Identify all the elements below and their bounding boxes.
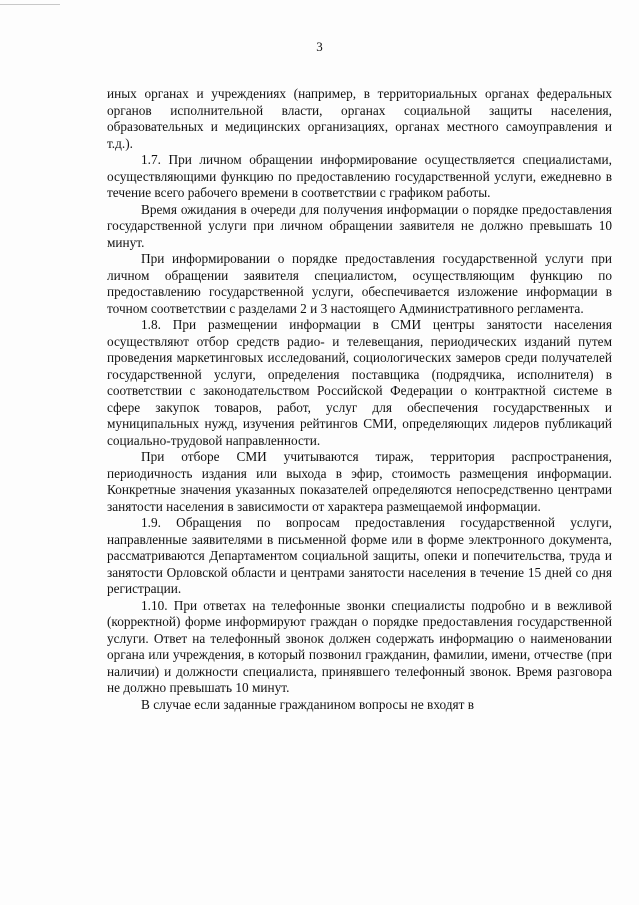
paragraph-1-7: 1.7. При личном обращении информирование осуществляется специалистами, осуществляющими функцию по предоставлению государственной услуги, ежедневно в течение всего рабочего времени в соответствии с графиком работы. — [107, 152, 612, 200]
paragraph-1-8: 1.8. При размещении информации в СМИ центры занятости населения осуществляют отбор средств радио- и телевещания, периодических изданий путем проведения маркетинговых исследований, социологических замеров среди получателей государственной услуги, определения поставщика (подрядчика, исполнителя) в соответствии с законодательством Российской Федерации о контрактной системе в сфере закупок товаров, работ, услуг для обеспечения государственных и муниципальных нужд, изучения рейтингов СМИ, определяющих лидеров публикаций социально-трудовой направленности. — [107, 317, 612, 448]
paragraph-1-10: 1.10. При ответах на телефонные звонки специалисты подробно и в вежливой (корректной) форме информируют граждан о порядке предоставления государственной услуги. Ответ на телефонный звонок должен содержать информацию о наименовании органа или учреждения, в который позвонил гражданин, фамилии, имени, отчестве (при наличии) и должности специалиста, принявшего телефонный звонок. Время разговора не должно превышать 10 минут. — [107, 597, 612, 695]
paragraph-trailing: В случае если заданные гражданином вопросы не входят в — [141, 696, 475, 712]
document-body — [107, 86, 612, 713]
scan-edge-mark — [0, 4, 60, 5]
paragraph-media-selection: При отборе СМИ учитываются тираж, территория распространения, периодичность издания или выхода в эфир, стоимость размещения информации. Конкретные значения указанных показателей определяются непосредственно центрами занятости населения в зависимости от характера размещаемой информации. — [107, 449, 612, 514]
page-number: 3 — [316, 39, 323, 54]
paragraph-continuation: иных органах и учреждениях (например, в территориальных органах федеральных органов исполнительной власти, органах социальной защиты населения, образовательных и медицинских организациях, органах местного самоуправления и т.д.). — [107, 86, 612, 151]
paragraph-1-9: 1.9. Обращения по вопросам предоставления государственной услуги, направленные заявителями в письменной форме или в форме электронного документа, рассматриваются Департаментом социальной защиты, опеки и попечительства, труда и занятости Орловской области и центрами занятости населения в течение 15 дней со дня регистрации. — [107, 515, 612, 596]
paragraph-informing-order: При информировании о порядке предоставления государственной услуги при личном обращении заявителя специалистом, осуществляющим функцию по предоставлению государственной услуги, обеспечивается изложение информации в точном соответствии с разделами 2 и 3 настоящего Административного регламента. — [107, 251, 612, 316]
paragraph-waiting-time: Время ожидания в очереди для получения информации о порядке предоставления государственной услуги при личном обращении заявителя не должно превышать 10 минут. — [107, 201, 612, 250]
